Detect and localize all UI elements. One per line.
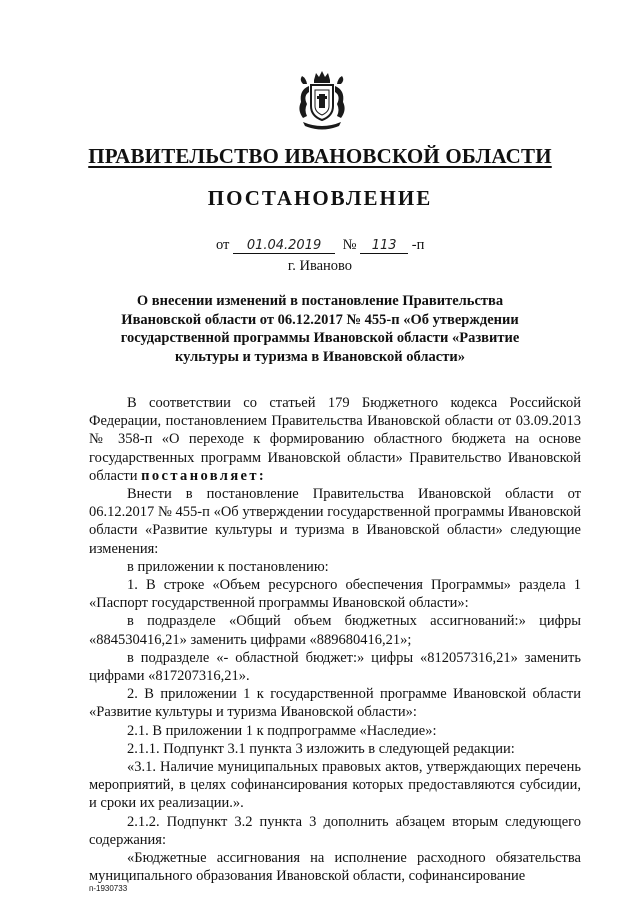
- coat-of-arms-icon: [287, 66, 357, 136]
- number-label: №: [342, 237, 357, 253]
- paragraph: Внести в постановление Правительства Ивановской области от 06.12.2017 № 455-п «Об утверждении государственной программы Ивановской области «Развитие культуры и туризма в Ивановской области» следующие изменения:: [89, 486, 581, 557]
- paragraph: «3.1. Наличие муниципальных правовых актов, утверждающих перечень мероприятий, в целях софинансирования которых предоставляются субсидии, и сроки их реализации.».: [89, 759, 581, 812]
- paragraph: в подразделе «Общий объем бюджетных ассигнований:» цифры «884530416,21» заменить цифрами «889680416,21»;: [89, 613, 581, 648]
- document-code: п-1930733: [89, 884, 128, 893]
- paragraph: 2.1.1. Подпункт 3.1 пункта 3 изложить в следующей редакции:: [127, 740, 515, 757]
- city: г. Иваново: [287, 258, 353, 274]
- document-heading: [110, 292, 530, 366]
- date-number-line: [216, 237, 424, 254]
- paragraph: 2.1. В приложении 1 к подпрограмме «Наследие»:: [127, 722, 437, 739]
- document-body: [89, 394, 581, 885]
- heading-line: О внесении изменений в постановление Правительства: [136, 293, 504, 309]
- document-type: ПОСТАНОВЛЕНИЕ: [207, 186, 433, 210]
- paragraph: 2.1.2. Подпункт 3.2 пункта 3 дополнить абзацем вторым следующего содержания:: [89, 813, 581, 848]
- paragraph: [89, 394, 581, 485]
- paragraph: в подразделе «- областной бюджет:» цифры «812057316,21» заменить цифрами «817207316,21».: [89, 649, 581, 685]
- date-prefix: от: [216, 237, 230, 253]
- handwritten-number: 113: [360, 238, 408, 254]
- paragraph-text: В соответствии со статьей 179 Бюджетного кодекса Российской Федерации, постановлением Правительства Ивановской области от 03.09.2013 № 358-п «О переходе к формированию областного бюджета на основе государственных программ Ивановской области» Правительство Ивановской области: [89, 395, 581, 484]
- decree-word: постановляет:: [141, 467, 267, 484]
- handwritten-date: 01.04.2019: [233, 238, 335, 254]
- paragraph: 1. В строке «Объем ресурсного обеспечения Программы» раздела 1 «Паспорт государственной программы Ивановской области»:: [89, 577, 581, 612]
- heading-line: культуры и туризма в Ивановской области»: [175, 348, 465, 365]
- number-suffix: -п: [411, 237, 425, 253]
- paragraph: 2. В приложении 1 к государственной программе Ивановской области «Развитие культуры и туризма Ивановской области»:: [89, 686, 581, 721]
- heading-line: Ивановской области от 06.12.2017 № 455-п «Об утверждении: [121, 311, 519, 328]
- paragraph: в приложении к постановлению:: [127, 558, 329, 575]
- paragraph: «Бюджетные ассигнования на исполнение расходного обязательства муниципального образования Ивановской области, софинансирование: [89, 850, 581, 885]
- government-title: ПРАВИТЕЛЬСТВО ИВАНОВСКОЙ ОБЛАСТИ: [88, 144, 552, 168]
- heading-line: государственной программы Ивановской области «Развитие: [120, 330, 520, 346]
